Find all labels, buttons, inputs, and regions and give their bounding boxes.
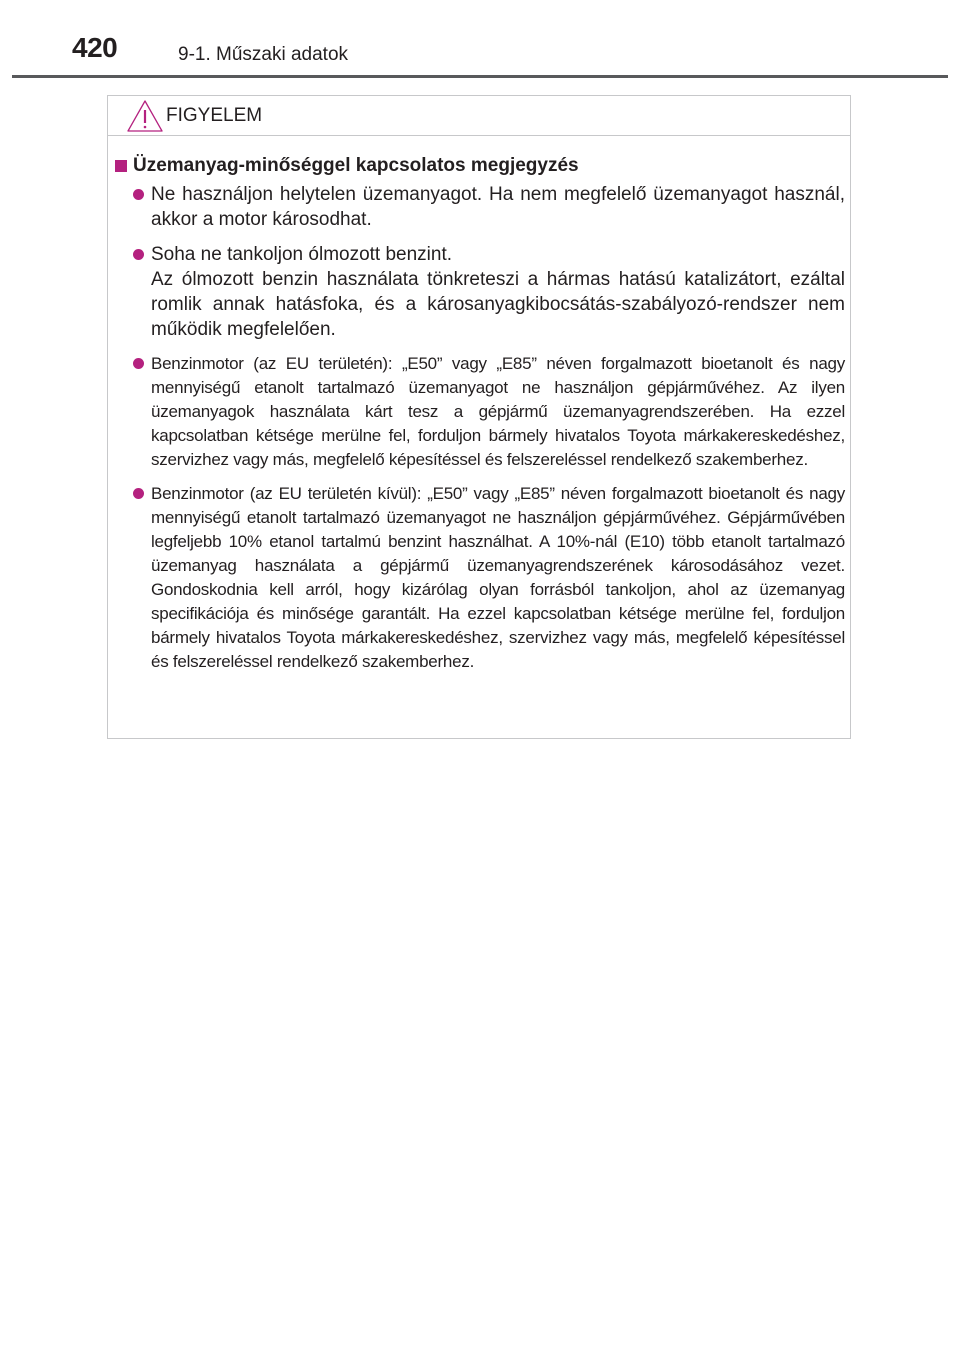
- paragraph: Benzinmotor (az EU területén kívül): „E50” vagy „E85” néven forgalmazott bioetanolt és nagy mennyiségű etanolt tartalmazó üzemanyagot ne használjon gépjárművéhez. Gépjárművében legfeljebb 10% etanol tartalmú benzint használhat. A 10%-nál (E10) több etanolt tartalmazó üzemanyag használata a gépjármű üzemanyagrendszerének károsodásához vezet. Gondoskodnia kell arról, hogy kizárólag olyan forrásból tankoljon, ahol az üzemanyag specifikációja és minősége garantált. Ha ezzel kapcsolatban kétsége merülne fel, forduljon bármely hivatalos Toyota márkakereskedéshez, szervizhez vagy más, megfelelő képesítéssel és felszereléssel rendelkező szakemberhez.: [151, 484, 845, 671]
- list-item-text: [151, 182, 845, 232]
- paragraph: Az ólmozott benzin használata tönkreteszi a hármas hatású katalizátort, ezáltal romlik annak hatásfoka, és a károsanyagkibocsátás-szabályozó-rendszer nem működik megfelelően.: [151, 269, 845, 340]
- bullet-icon: [133, 249, 144, 260]
- page-number: 420: [72, 32, 118, 63]
- list-item-text: [151, 482, 845, 674]
- bullet-icon: [133, 189, 144, 200]
- bullet-icon: [133, 488, 144, 499]
- list-item: [115, 182, 845, 232]
- warning-triangle-icon: [126, 99, 164, 133]
- warning-label: FIGYELEM: [166, 105, 263, 126]
- paragraph: Ne használjon helytelen üzemanyagot. Ha nem megfelelő üzemanyagot használ, akkor a motor károsodhat.: [151, 184, 845, 230]
- list-item: [115, 242, 845, 342]
- square-bullet-icon: [115, 160, 127, 172]
- topic-heading: [115, 154, 845, 178]
- page-header: [0, 0, 960, 80]
- list-item: [115, 482, 845, 674]
- header-divider: [12, 75, 948, 78]
- warning-content: [115, 154, 845, 684]
- section-title: 9-1. Műszaki adatok: [178, 44, 349, 65]
- list-item-text: [151, 242, 845, 342]
- list-item: [115, 352, 845, 472]
- paragraph: Benzinmotor (az EU területén): „E50” vagy „E85” néven forgalmazott bioetanolt és nagy mennyiségű etanolt tartalmazó üzemanyagot ne használjon gépjárművéhez. Az ilyen üzemanyagok használata kárt tesz a gépjármű üzemanyagrendszerében. Ha ezzel kapcsolatban kétsége merülne fel, forduljon bármely hivatalos Toyota márkakereskedéshez, szervizhez vagy más, megfelelő képesítéssel és felszereléssel rendelkező szakemberhez.: [151, 354, 845, 469]
- paragraph: Soha ne tankoljon ólmozott benzint.: [151, 244, 453, 265]
- list-item-text: [151, 352, 845, 472]
- warning-box: [107, 95, 851, 739]
- topic-heading-text: Üzemanyag-minőséggel kapcsolatos megjegyzés: [133, 155, 579, 176]
- warning-header: [108, 96, 850, 136]
- bullet-icon: [133, 358, 144, 369]
